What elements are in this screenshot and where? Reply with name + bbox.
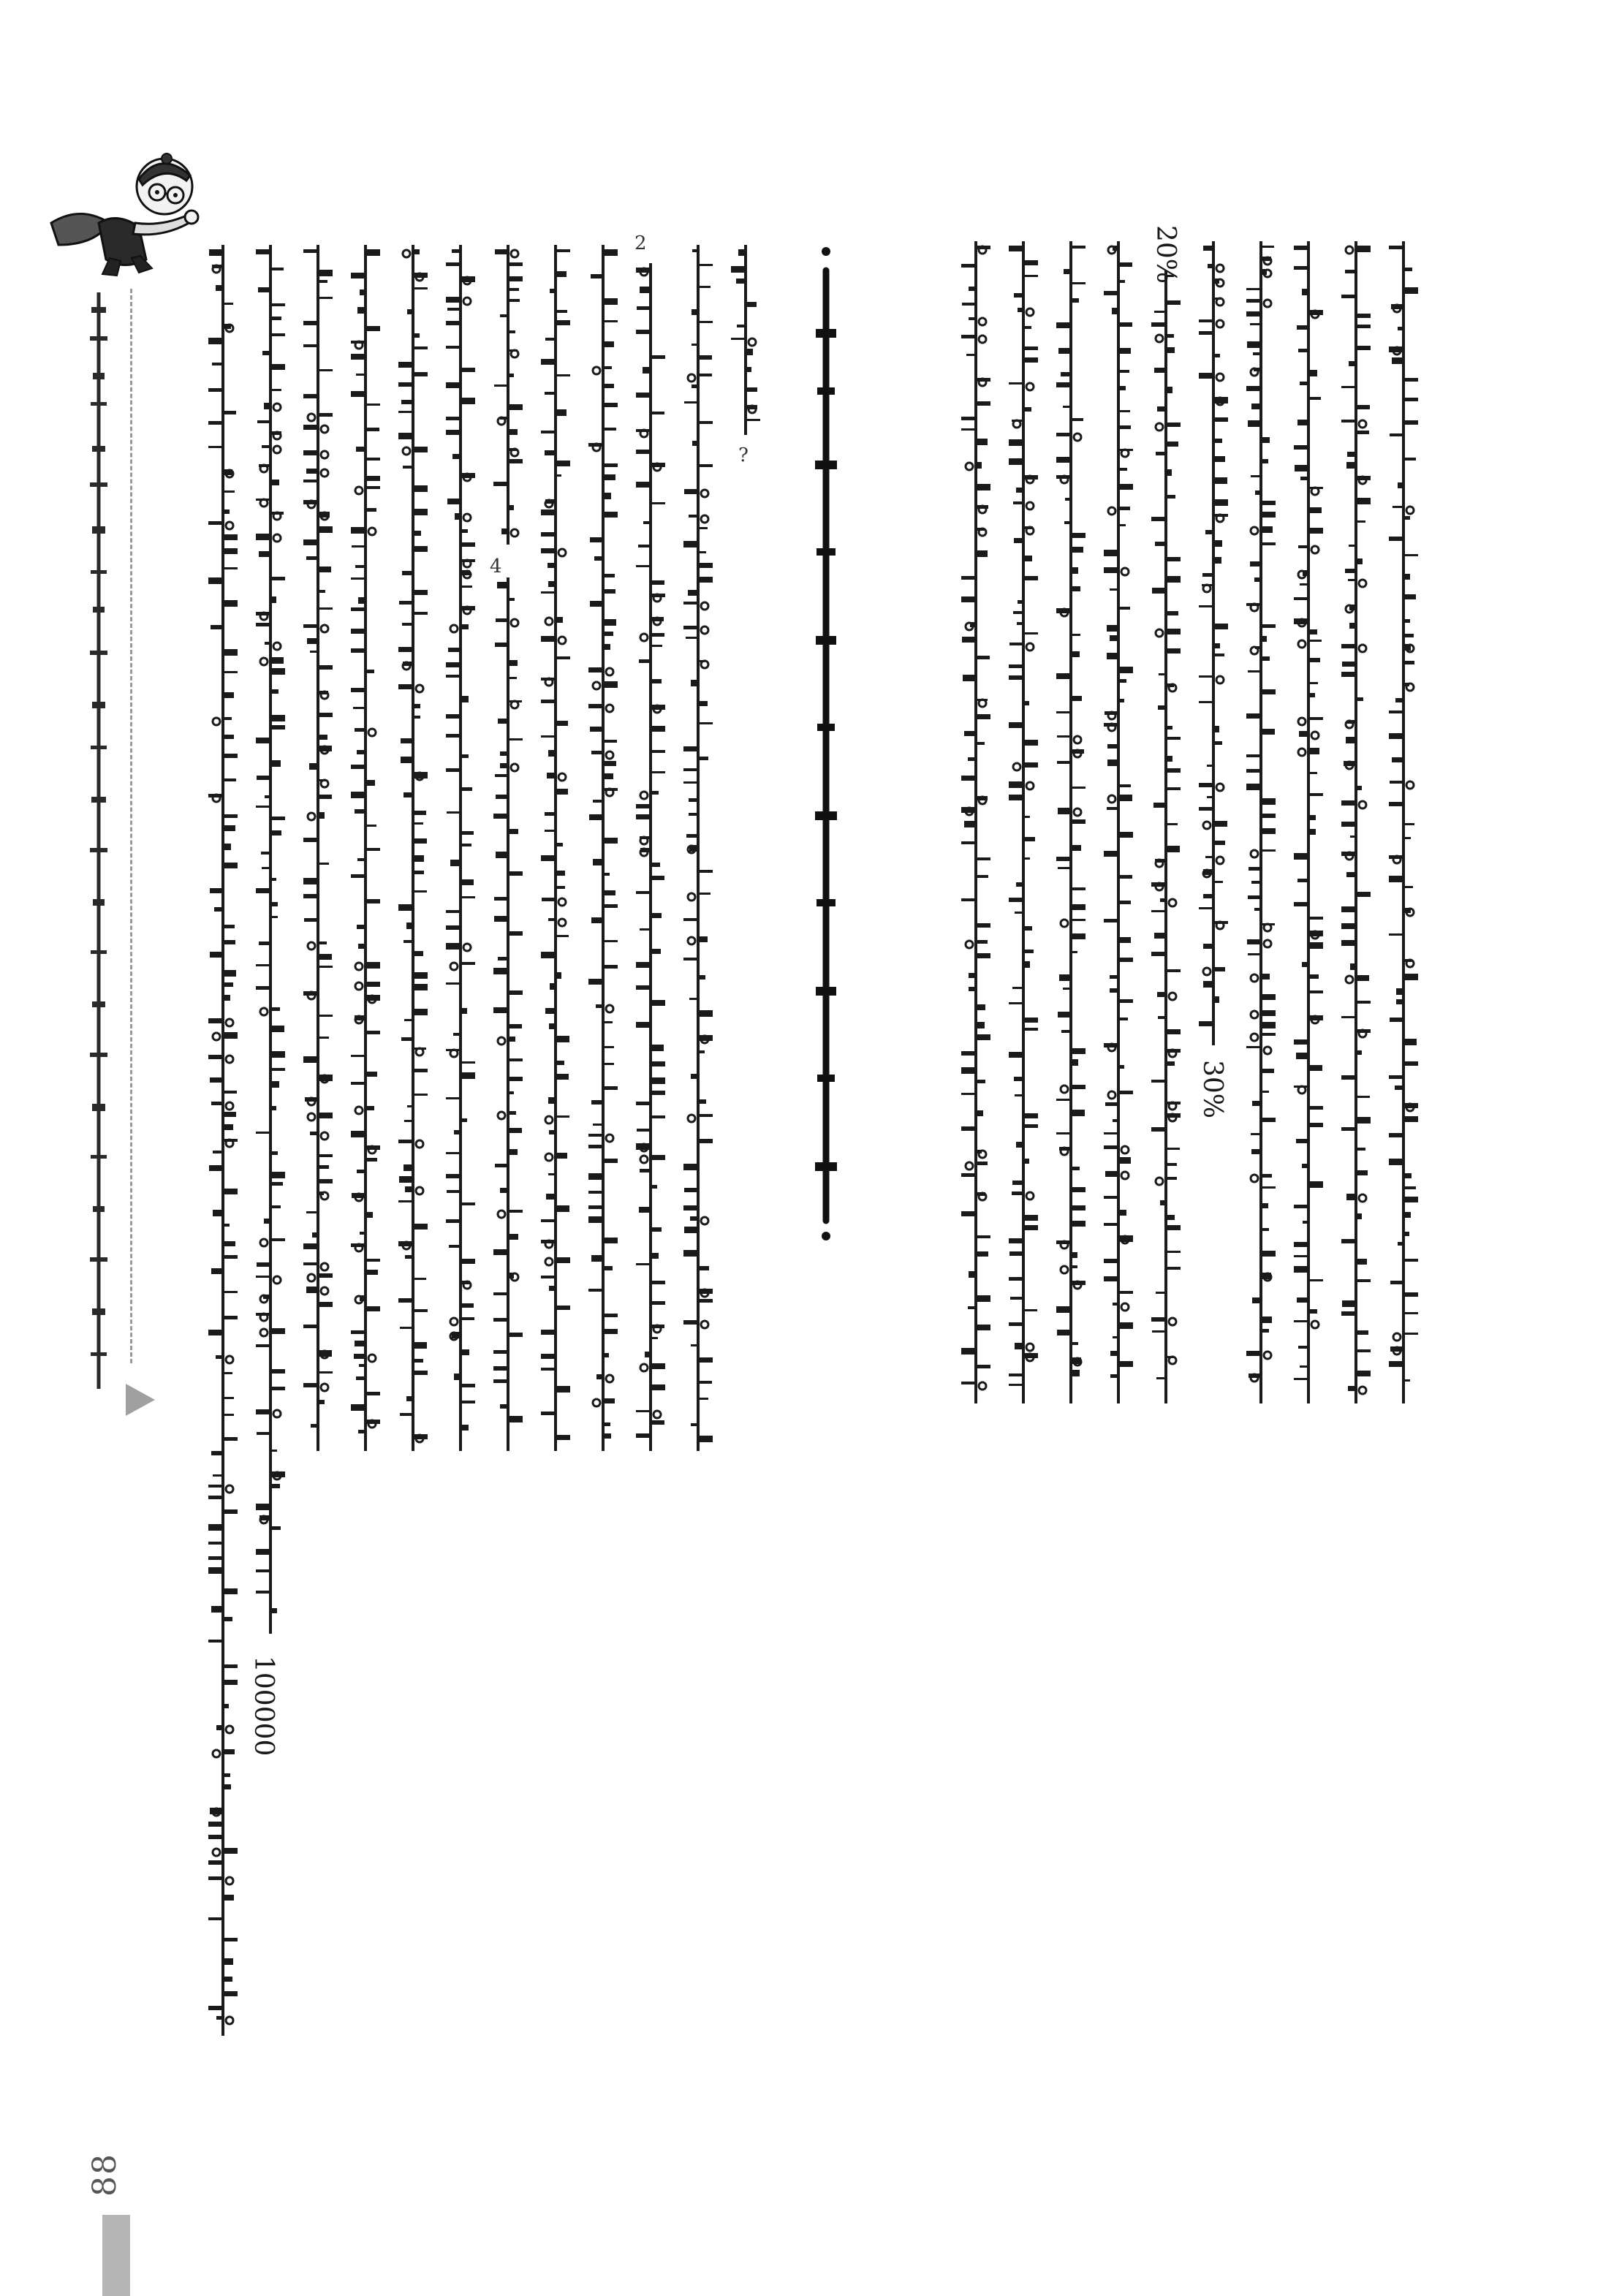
text-column-upper (1246, 241, 1276, 1403)
text-column-upper (961, 241, 990, 1403)
page-number: 88 (86, 2153, 124, 2197)
dashed-rule (130, 289, 132, 1363)
heading-bullet-bottom (822, 1232, 830, 1240)
running-head (86, 292, 111, 1389)
text-column-upper (1294, 241, 1323, 1403)
section-heading (811, 241, 841, 1250)
cartoon-boy-icon (37, 135, 205, 281)
inline-percent-30: 30% (1197, 1060, 1227, 1119)
text-column-lower (541, 245, 570, 1451)
inline-percent-20: 20% (1151, 225, 1181, 284)
question-mark: ? (738, 444, 749, 466)
text-column-lower (588, 245, 618, 1451)
text-column-upper (1151, 270, 1181, 1403)
text-column-lower (493, 245, 523, 545)
text-column-lower (446, 245, 475, 1451)
text-column-lower (493, 577, 523, 1451)
footnote-marker-4: 4 (490, 556, 502, 577)
inline-amount-100000: 100000 (249, 1656, 279, 1757)
text-column-lower (731, 245, 760, 435)
text-column-lower (398, 245, 428, 1451)
text-column-lower (208, 245, 238, 2036)
triangle-marker-icon (126, 1384, 155, 1416)
text-column-upper (1104, 241, 1133, 1403)
text-column-upper (1009, 241, 1038, 1403)
heading-bullet-top (822, 247, 830, 256)
text-column-lower (636, 263, 665, 1451)
text-column-lower (683, 245, 713, 1451)
page-tab (102, 2215, 130, 2296)
text-column-lower (351, 245, 380, 1451)
text-column-lower (303, 245, 333, 1451)
text-column-upper (1056, 241, 1086, 1403)
text-column-upper (1199, 241, 1228, 1045)
text-column-lower (256, 245, 285, 1634)
text-column-upper (1341, 241, 1371, 1403)
footnote-marker-2: 2 (634, 232, 647, 254)
text-column-upper (1389, 241, 1418, 1403)
